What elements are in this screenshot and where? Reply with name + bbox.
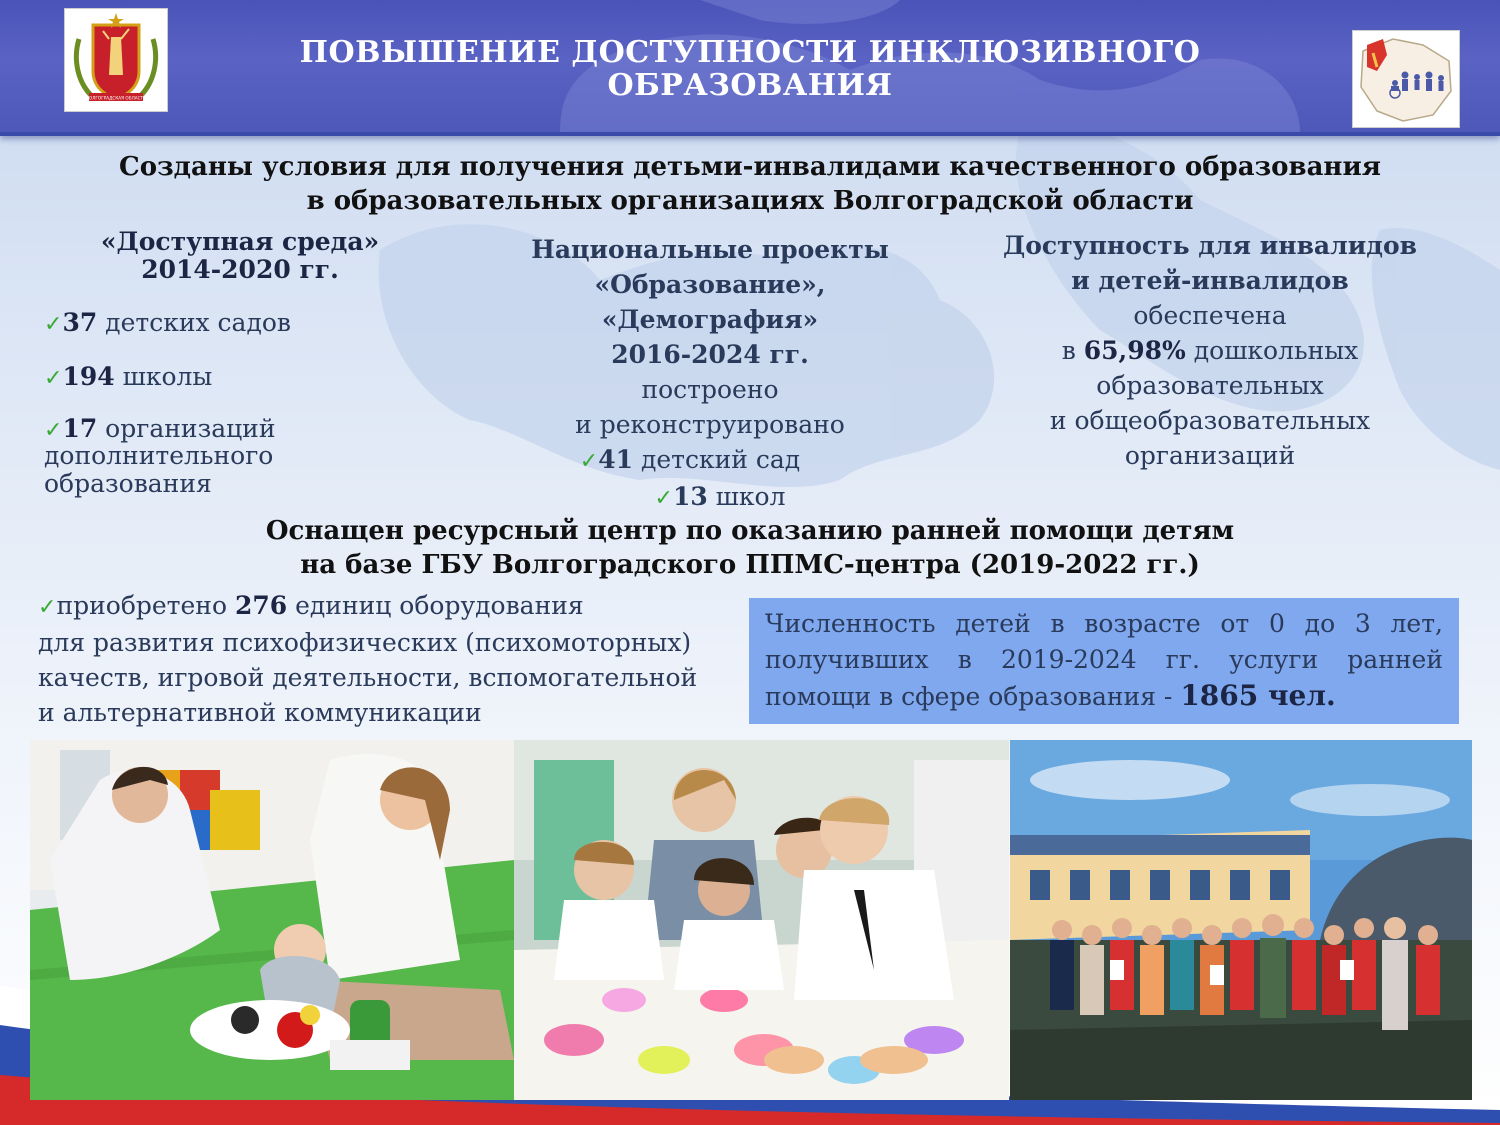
equipment-count: 276 xyxy=(234,591,288,620)
item-number: 37 xyxy=(62,308,98,337)
col3-text-line: организаций xyxy=(1124,441,1296,470)
col2-title-line-4: 2016-2024 гг. xyxy=(611,340,809,369)
equipment-text-post: единиц оборудования xyxy=(287,591,584,620)
checkmark-icon: ✓ xyxy=(44,312,63,337)
subtitle-line-1: Созданы условия для получения детьми-инвалидами качественного образования xyxy=(119,152,1381,182)
checkmark-icon: ✓ xyxy=(579,449,599,474)
percent-value: 65,98% xyxy=(1083,336,1186,365)
info-box-text: Численность детей в возрасте от 0 до 3 лет, получивших в 2019-2024 гг. услуги ранней помощи в сфере образования - xyxy=(765,609,1443,711)
equipment-line-4: и альтернативной коммуникации xyxy=(38,698,482,727)
list-item xyxy=(440,442,940,479)
main-subtitle xyxy=(40,150,1460,218)
col3-text-line: образовательных xyxy=(1096,371,1324,400)
children-count-value: 1865 чел. xyxy=(1180,679,1336,712)
svg-text:ВОЛГОГРАДСКАЯ ОБЛАСТЬ: ВОЛГОГРАДСКАЯ ОБЛАСТЬ xyxy=(86,95,146,101)
col1-title-line-1: «Доступная среда» xyxy=(100,227,380,256)
col1-title xyxy=(40,228,440,284)
col1-title-line-2: 2014-2020 гг. xyxy=(141,255,339,284)
list-item-continuation xyxy=(44,442,273,498)
equipment-line-2: для развития психофизических (психомоторных) xyxy=(38,628,692,657)
national-projects-column xyxy=(480,232,940,516)
col2-text-line: построено xyxy=(641,375,779,404)
list-item xyxy=(44,308,291,337)
col3-text-line: обеспечена xyxy=(1133,301,1287,330)
checkmark-icon: ✓ xyxy=(654,486,673,511)
col2-title-line-3: «Демография» xyxy=(601,305,819,334)
equipment-line-1 xyxy=(38,588,738,625)
checkmark-icon: ✓ xyxy=(38,595,57,620)
photo-early-help-session xyxy=(30,740,514,1100)
early-help-info-box xyxy=(749,598,1459,724)
accessibility-column xyxy=(970,228,1450,473)
photo-sports-event-group xyxy=(1010,740,1472,1100)
section2-line-2: на базе ГБУ Волгоградского ППМС-центра (2019-2022 гг.) xyxy=(300,550,1200,580)
item-text: детских садов xyxy=(97,308,291,337)
col3-title-line-2: и детей-инвалидов xyxy=(1071,266,1349,295)
section2-line-1: Оснащен ресурсный центр по оказанию ранней помощи детям xyxy=(265,516,1235,546)
item-text: организаций xyxy=(97,414,276,443)
subtitle-line-2: в образовательных организациях Волгоградской области xyxy=(306,186,1194,216)
item-text: детский сад xyxy=(633,445,801,474)
checkmark-icon: ✓ xyxy=(44,366,63,391)
list-item xyxy=(500,479,940,516)
equipment-text xyxy=(38,588,738,730)
item-number: 17 xyxy=(62,414,98,443)
col3-text: дошкольных xyxy=(1185,336,1359,365)
col3-percent-line xyxy=(970,333,1450,368)
col3-title-line-1: Доступность для инвалидов xyxy=(1002,231,1418,260)
col3-text-line: и общеобразовательных xyxy=(1049,406,1371,435)
item-number: 13 xyxy=(672,482,708,511)
item-text: дополнительного xyxy=(44,441,274,470)
resource-center-heading xyxy=(40,514,1460,582)
item-text: школы xyxy=(114,362,213,391)
list-item xyxy=(44,362,212,391)
col2-text-line: и реконструировано xyxy=(575,410,845,439)
item-text: образования xyxy=(44,469,212,498)
title-line-1: ПОВЫШЕНИЕ ДОСТУПНОСТИ ИНКЛЮЗИВНОГО xyxy=(299,35,1201,70)
title-line-2: ОБРАЗОВАНИЯ xyxy=(607,68,893,103)
col2-title-line-1: Национальные проекты xyxy=(531,235,889,264)
equipment-line-3: качеств, игровой деятельности, вспомогательной xyxy=(38,663,698,692)
item-number: 194 xyxy=(62,362,115,391)
photo-sand-table-lesson xyxy=(514,740,1009,1100)
col3-text: в xyxy=(1061,336,1084,365)
item-number: 41 xyxy=(598,445,634,474)
equipment-text-pre: приобретено xyxy=(56,591,235,620)
list-item xyxy=(44,414,276,443)
checkmark-icon: ✓ xyxy=(44,418,63,443)
item-text: школ xyxy=(707,482,786,511)
col2-title-line-2: «Образование», xyxy=(594,270,826,299)
